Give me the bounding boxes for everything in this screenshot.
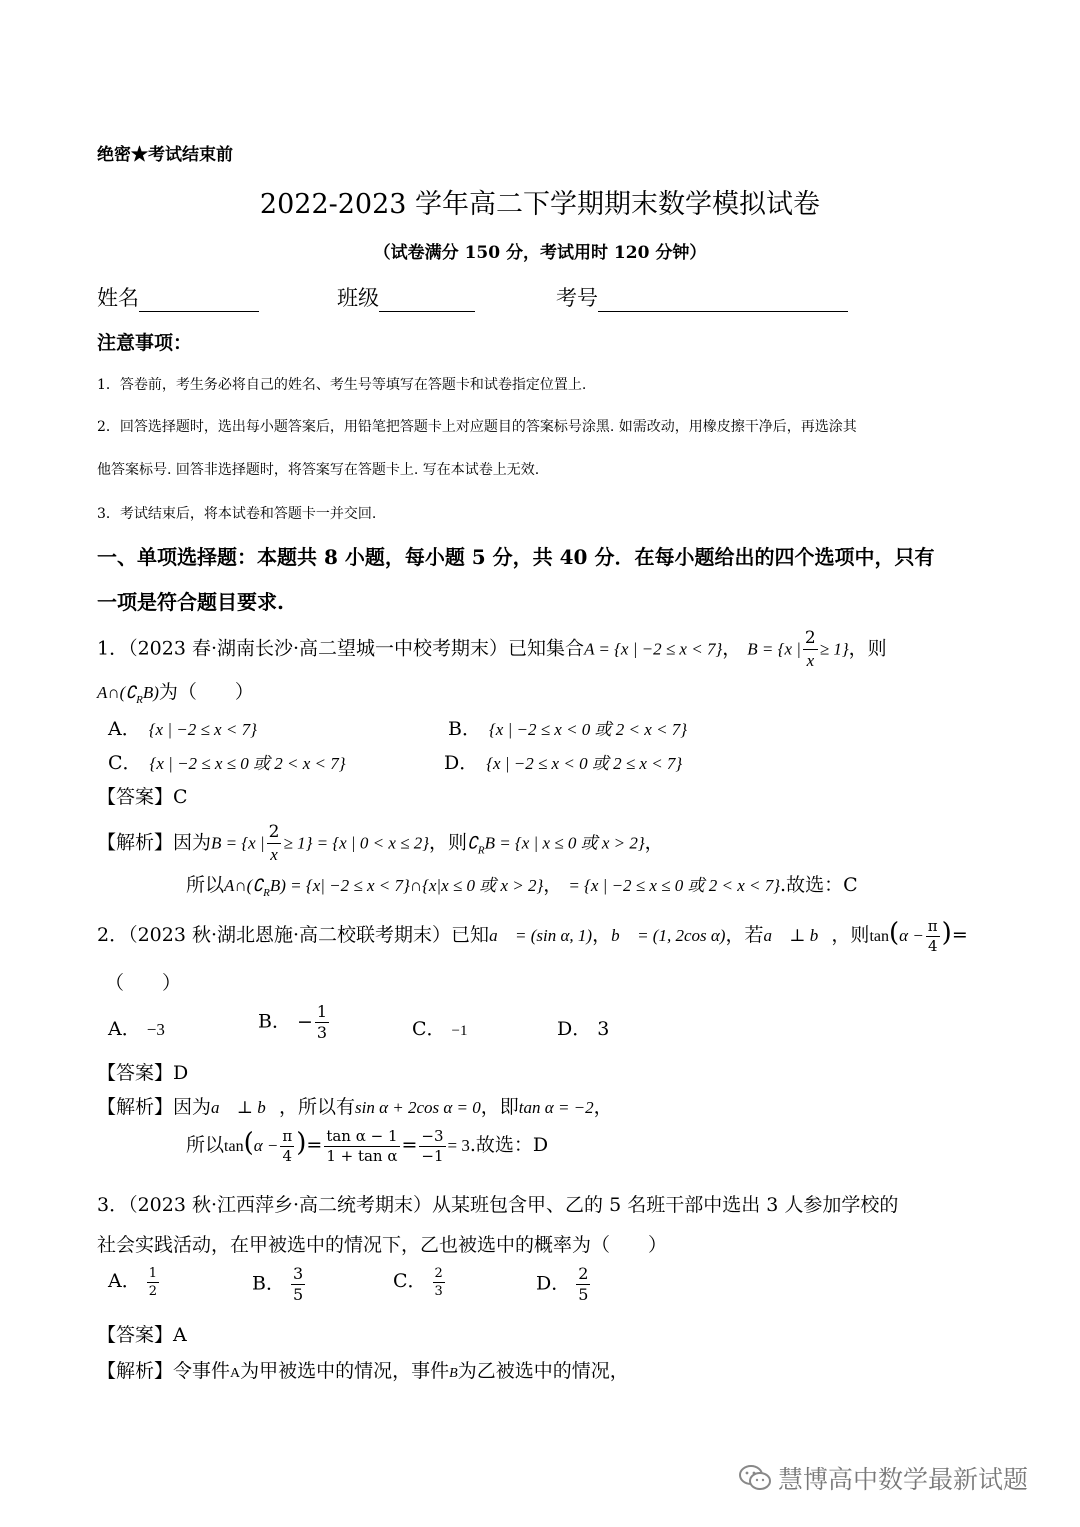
q3-analysis: 【解析】令事件A为甲被选中的情况，事件B为乙被选中的情况， (97, 1360, 629, 1382)
note-item: 3．考试结束后，将本试卷和答题卡一并交回. (97, 506, 377, 522)
name-label: 姓名 (97, 286, 139, 310)
q1-analysis: 【解析】因为B = {x | $\frac{2}{x}$ ≥ 1} = {x | 0 < x ≤ 2}，则$∁_RB = \{x$ | x ≤ 0 或 x > 2}， (97, 822, 664, 864)
q1-analysis-cont: 所以$A\cap(∁_RB) = \{x| -2 \le x$ < 7}∩{x|x ≤ 0 或 x > 2}， = {x | −2 ≤ x ≤ 0 或 2 < x < 7}.故选：C (186, 874, 858, 899)
q1-expr-end: B) (142, 683, 159, 702)
id-blank[interactable] (598, 289, 848, 312)
note-item: 2．回答选择题时，选出每小题答案后，用铅笔把答题卡上对应题目的答案标号涂黑. 如需改动，用橡皮擦干净后，再选涂其 (97, 419, 857, 435)
question-1-stem: 1．（2023 春·湖南长沙·高二望城一中校考期末）已知集合A = {x | −2 ≤ x < 7}， B = {x | $\frac{2}{x}$ ≥ 1}，则 (97, 628, 887, 670)
q2-option-a[interactable]: A． −3 (108, 1018, 165, 1040)
id-label: 考号 (556, 286, 598, 310)
id-field (556, 282, 848, 312)
class-field (337, 282, 475, 312)
q1-prefix: 1．（2023 春·湖南长沙·高二望城一中校考期末）已知集合 (97, 637, 585, 660)
q1-answer: 【答案】C (97, 786, 188, 808)
page-subtitle: （试卷满分 150 分，考试用时 120 分钟） (373, 243, 707, 263)
wechat-icon (738, 1464, 772, 1492)
notes-heading: 注意事项： (97, 332, 193, 354)
watermark-text: 慧博高中数学最新试题 (778, 1465, 1029, 1494)
q2-answer: 【答案】D (97, 1062, 189, 1084)
secret-label: 绝密★考试结束前 (97, 145, 233, 165)
class-blank[interactable] (379, 289, 475, 312)
q2-analysis-cont: 所以tan(α − $\frac{\pi}{4}$ )= $\frac{\text{tan α − 1}}{\text{1 + tan α}}$ = $\frac{-3}{-1}$ = 3.故选：D (186, 1126, 549, 1165)
q1-expr: A∩(∁ (97, 683, 137, 702)
q3-option-a[interactable]: A． $\frac{1}{2}$ (108, 1265, 158, 1299)
q1-analysis-fraction: $\frac{2}{x}$ (268, 822, 280, 864)
page-title: 2022-2023 学年高二下学期期末数学模拟试卷 (259, 189, 821, 220)
q1-option-b[interactable]: B． {x | −2 ≤ x < 0 或 2 < x < 7} (448, 718, 688, 740)
name-field (97, 282, 259, 312)
watermark (738, 1460, 1028, 1496)
question-2-stem: 2．（2023 秋·湖北恩施·高二校联考期末）已知a⃗ = (sin α, 1)，b⃗ = (1, 2cos α)，若a⃗ ⊥ b⃗，则tan(α − $\frac{\pi}{4}$ )= (97, 916, 968, 955)
q1-expr-sub: R (136, 693, 143, 706)
question-1-stem-cont (97, 677, 254, 706)
q1-then: ，则 (848, 637, 887, 660)
section-heading: 一、单项选择题：本题共 8 小题，每小题 5 分，共 40 分．在每小题给出的四个选项中，只有 (97, 545, 935, 569)
class-label: 班级 (337, 286, 379, 310)
q3-option-d[interactable]: D． $\frac{2}{5}$ (536, 1264, 589, 1304)
q2-pi-fraction: $\frac{\pi}{4}$ (927, 916, 938, 955)
q1-option-a[interactable]: A． {x | −2 ≤ x < 7} (108, 718, 257, 740)
question-3-stem-cont: 社会实践活动，在甲被选中的情况下，乙也被选中的概率为（ ） (97, 1234, 668, 1256)
q3-option-b[interactable]: B． $\frac{3}{5}$ (252, 1264, 304, 1304)
note-item: 1．答卷前，考生务必将自己的姓名、考生号等填写在答题卡和试卷指定位置上. (97, 377, 587, 393)
question-3-stem: 3．（2023 秋·江西萍乡·高二统考期末）从某班包含甲、乙的 5 名班干部中选出 3 人参加学校的 (97, 1194, 899, 1216)
q2-option-c[interactable]: C． −1 (412, 1018, 468, 1040)
q1-set-b-post: ≥ 1} (819, 639, 849, 659)
q1-option-c[interactable]: C． {x | −2 ≤ x ≤ 0 或 2 < x < 7} (108, 752, 346, 774)
section-heading-cont: 一项是符合题目要求. (97, 590, 284, 614)
q3-answer: 【答案】A (97, 1324, 187, 1346)
q1-paren: 为（ ） (158, 681, 254, 703)
note-item: 他答案标号. 回答非选择题时，将答案写在答题卡上. 写在本试卷上无效. (97, 462, 540, 478)
q1-option-d[interactable]: D． {x | −2 ≤ x < 0 或 2 ≤ x < 7} (444, 752, 683, 774)
q1-fraction: $\frac{2}{x}$ (804, 628, 816, 670)
q3-option-c[interactable]: C． $\frac{2}{3}$ (393, 1265, 443, 1299)
name-blank[interactable] (139, 289, 259, 312)
q2-option-d[interactable]: D． 3 (557, 1018, 610, 1040)
q1-set-a: A = {x | −2 ≤ x < 7} (584, 639, 723, 659)
q2-option-b[interactable]: B． − $\frac{1}{3}$ (258, 1002, 328, 1042)
q1-set-b-pre: B = {x | (747, 639, 801, 659)
q2-paren: （ ） (105, 972, 182, 994)
q2-analysis: 【解析】因为a⃗ ⊥ b⃗，所以有sin α + 2cos α = 0，即tan α = −2， (97, 1096, 613, 1118)
